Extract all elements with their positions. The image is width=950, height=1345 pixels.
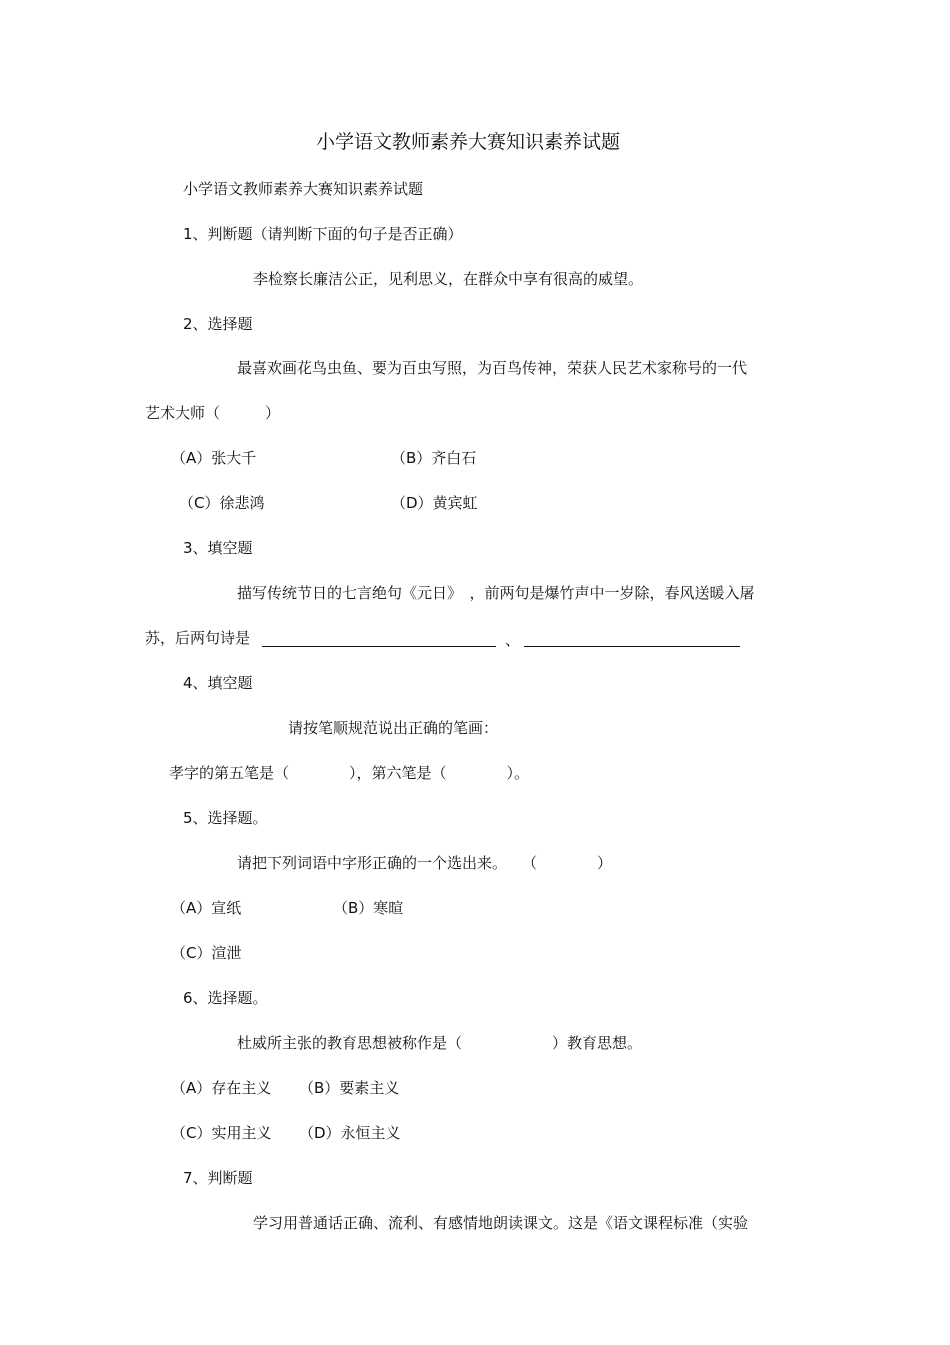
q4-heading: 4、填空题 [183,674,253,692]
q5-option-c: （C）渲泄 [171,944,242,962]
q6-heading: 6、选择题。 [183,989,268,1007]
q7-stem: 学习用普通话正确、流利、有感情地朗读课文。这是《语文课程标准（实验 [253,1214,749,1232]
q3-answer-blank-2 [524,646,740,647]
q6-option-a: （A）存在主义 [171,1079,272,1097]
q2-option-d: （D）黄宾虹 [391,494,478,512]
q5-heading: 5、选择题。 [183,809,268,827]
q2-heading: 2、选择题 [183,315,253,333]
q6-stem: 杜威所主张的教育思想被称作是（ ）教育思想。 [237,1034,643,1052]
q2-option-c: （C）徐悲鸿 [179,494,265,512]
document-title: 小学语文教师素养大赛知识素养试题 [316,131,621,153]
q2-option-b: （B）齐白石 [391,449,477,467]
q5-option-a: （A）宣纸 [171,899,242,917]
q6-option-b: （B）要素主义 [299,1079,400,1097]
q2-stem-line2: 艺术大师（ ） [145,404,281,422]
q3-stem-line2: 苏，后两句诗是 [145,629,251,647]
q4-line: 孝字的第五笔是（ ），第六笔是（ ）。 [169,764,530,782]
q7-heading: 7、判断题 [183,1169,253,1187]
q2-option-a: （A）张大千 [171,449,257,467]
q5-stem: 请把下列词语中字形正确的一个选出来。 （ ） [237,854,613,872]
q6-option-c: （C）实用主义 [171,1124,272,1142]
q3-answer-blank-1 [262,646,496,647]
q3-stem-line1: 描写传统节日的七言绝句《元日》 ，前两句是爆竹声中一岁除，春风送暖入屠 [237,584,755,602]
q4-instruction: 请按笔顺规范说出正确的笔画： [288,719,499,737]
q1-sentence: 李检察长廉洁公正，见利思义，在群众中享有很高的威望。 [253,270,644,288]
q5-option-b: （B）寒暄 [333,899,404,917]
q1-heading: 1、判断题（请判断下面的句子是否正确） [183,225,463,243]
q3-heading: 3、填空题 [183,539,253,557]
document-subtitle: 小学语文教师素养大赛知识素养试题 [183,180,424,198]
q3-blank-separator: 、 [505,631,521,649]
q2-stem-line1: 最喜欢画花鸟虫鱼、要为百虫写照，为百鸟传神，荣获人民艺术家称号的一代 [237,359,748,377]
q6-option-d: （D）永恒主义 [299,1124,401,1142]
